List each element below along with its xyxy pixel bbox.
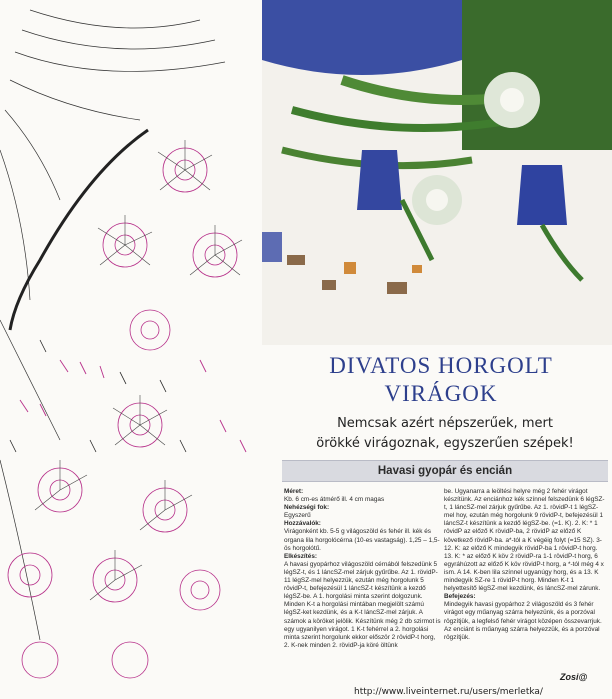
flower-photo bbox=[262, 0, 612, 345]
meret-label: Méret: bbox=[284, 488, 304, 495]
elkeszites-label: Elkészítés: bbox=[284, 552, 318, 560]
article-subtitle bbox=[280, 414, 610, 454]
signature: Zosi@ bbox=[560, 672, 588, 682]
title-line-1: DIVATOS HORGOLT bbox=[329, 353, 553, 378]
subtitle-line-1: Nemcsak azért népszerűek, mert bbox=[337, 416, 553, 431]
instructions-left-column bbox=[284, 488, 442, 650]
crochet-diagram bbox=[0, 0, 270, 699]
instructions-right-column bbox=[444, 488, 608, 642]
section-banner: Havasi gyopár és encián bbox=[282, 460, 608, 482]
article-title bbox=[270, 352, 612, 408]
hozzavalok-text: Virágonként kb. 5-5 g világoszöld és fehér ill. kék és organa lila horgolócérna (10-es vastagság). 1,25 – 1,5-ös horgolótű. bbox=[284, 528, 440, 552]
nehezseg-label: Nehézségi fok: bbox=[284, 504, 330, 512]
hozzavalok-label: Hozzávalók: bbox=[284, 520, 321, 528]
elkeszites-text: A havasi gyopárhoz világoszöld cérnából felszedünk 5 légSZ-t, és 1 láncSZ-mel zárjuk gyűrűbe. Az 1. rövidP-11 légSZ-mel helyezzük, ezután még horgolunk 5 rövidP-t, befejezésül 1 láncSZ-t készítünk a kezdő légSZ-be. A 1. horgolási minta szerint dolgozunk. Minden K-t a horgolási mintában megjelölt számú légSZ-ket kezdünk, és a K-t láncSZ-mel zárjuk. A számok a köröket jelölik. Készítünk még 2 db szirmot is egy ugyanilyen virágot. 1 K-t fehérrel a 2. horgolási minta szerint horgolunk ekkor először 2 rövidP-t horg, 2. K-nek minden 2. rövidP-ja köré öltünk bbox=[284, 560, 441, 649]
title-line-2: VIRÁGOK bbox=[384, 381, 498, 406]
befejezes-label: Befejezés: bbox=[444, 593, 476, 601]
meret-text: Kb. 6 cm-es átmérő ill. 4 cm magas bbox=[284, 496, 385, 504]
befejezes-text: Mindegyik havasi gyopárhoz 2 világoszöld és 3 fehér virágot egy műanyag szárra helyezünk, és a porzóval rögzítjük, a legfelső fehér virágot középen összevarrjuk. Az enciánt is műanyag szárra helyezzük, és a porzóval rögzítjük. bbox=[444, 601, 602, 641]
footer-url[interactable]: http://www.liveinternet.ru/users/merletka/ bbox=[354, 687, 543, 697]
right-text-1: be. Ugyanarra a leöltési helyre még 2 fehér virágot készítünk. Az enciánhoz kék színnel felszedünk 6 légSZ-t, 1 láncSZ-mel zárjuk gyűrűbe. Az 1. rövidP-t 1 légSZ-mel hoy, ezután még horgolunk 9 rövidP-t, befejezésül 1 láncSZ-t készítünk a kezdő légSZ-be. (=1. K). 2. K: * 1 rövidP az előző K rövidP-ba, 2 rövidP az előző K következő rövidP-ba. a*-tól a K végéig folyt (=15 SZ). 3-12. K: az előző K mindegyik rövidP-ba 1 rövidP-t horg. 13. K: * az előző K köv 2 rövidP-ra 1-1 rövidP-t horg, 6 egyráhúzott az előző K köv rövidP-t horg, a *-tól még 4 x ism. A 14. K-ben lila színnel ugyanúgy horg, és a 13. K mindegyik SZ-re 1 rövidP-t horg. Minden K-t 1 helyettesítő légSZ-mel kezdünk, és láncSZ-mel zárunk. bbox=[444, 488, 605, 593]
subtitle-line-2: örökké virágoznak, egyszerűen szépek! bbox=[316, 436, 574, 451]
nehezseg-text: Egyszerű bbox=[284, 512, 311, 520]
